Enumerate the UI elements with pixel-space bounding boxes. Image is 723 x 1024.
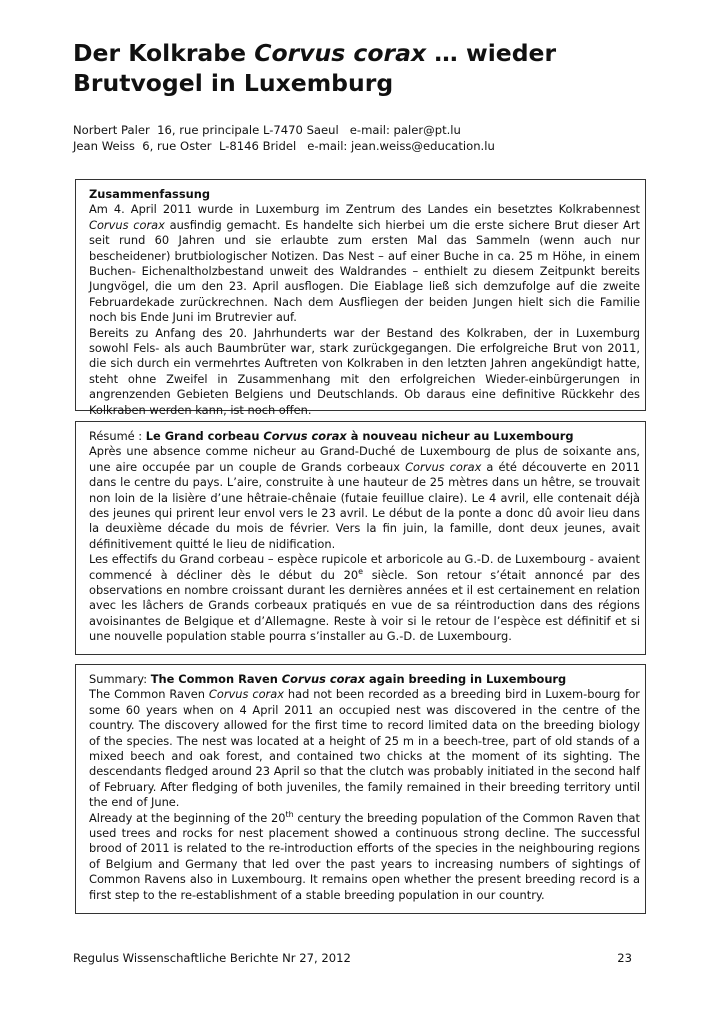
- author-line-weiss: Jean Weiss 6, rue Oster L-8146 Bridel e-mail: jean.weiss@education.lu: [73, 139, 495, 153]
- abstract-german: [75, 179, 646, 417]
- abstract-en-paragraph-1: The Common Raven Corvus corax had not been recorded as a breeding bird in Luxem-bourg for some 60 years when on 4 April 2011 an occupied nest was discovered in the centre of the country. The discovery allowed for the first time to record limited data on the breeding biology of the species. The nest was located at a height of 25 m in a beech-tree, part of old stands of a mixed beech and oak forest, and contained two chicks at the moment of its sighting. The descendants fledged around 23 April so that the clutch was probably initiated in the second half of February. After fledging of both juveniles, the family remained in their breeding territory until the end of June.: [89, 687, 640, 810]
- abstract-de-paragraph-1: Am 4. April 2011 wurde in Luxemburg im Zentrum des Landes ein besetztes Kolkrabennest Corvus corax ausfindig gemacht. Es handelte sich hierbei um die erste sichere Brut dieser Art seit rund 60 Jahren und sie erlaubte zum ersten Mal das Sammeln (wenn auch nur bescheidener) brutbiologischer Notizen. Das Nest – auf einer Buche in ca. 25 m Höhe, in einem Buchen- Eichenaltholzbestand unweit des Waldrandes – enthielt zu diesem Zeitpunkt bereits Jungvögel, die um den 23. April ausflogen. Die Eiablage ließ sich demzufolge auf die zweite Februardekade zurückrechnen. Nach dem Ausfliegen der beiden Jungen hielt sich die Familie noch bis Ende Juni im Brutrevier auf.: [89, 202, 640, 325]
- page-number: 23: [617, 951, 632, 965]
- journal-citation: Regulus Wissenschaftliche Berichte Nr 27, 2012: [73, 951, 351, 965]
- title-species: Corvus corax: [254, 39, 427, 67]
- abstract-de-paragraph-2: Bereits zu Anfang des 20. Jahrhunderts war der Bestand des Kolkraben, der in Luxemburg sowohl Fels- als auch Baumbrüter war, stark zurückgegangen. Die erfolgreiche Brut von 2011, die sich durch ein vermehrtes Auftreten von Kolkraben in den letzten Jahren angekündigt hatte, steht ohne Zweifel in Zusammenhang mit den erfolgreichen Wieder-einbürgerungen in angrenzenden Gebieten Belgiens und Deutschlands. Ob daraus eine definitive Rückkehr des Kolkraben werden kann, ist noch offen.: [89, 325, 640, 417]
- abstract-en-paragraph-2: Already at the beginning of the 20th century the breeding population of the Common Raven that used trees and rocks for nest placement showed a continuous strong decline. The successful brood of 2011 is related to the re-introduction efforts of the species in the neighbouring regions of Belgium and Germany that led over the past years to increasing numbers of sightings of Common Ravens also in Luxembourg. It remains open whether the present breeding record is a first step to the re-establishment of a stable breeding population in our country.: [89, 809, 640, 902]
- abstract-fr-paragraph-2: Les effectifs du Grand corbeau – espèce rupicole et arboricole au G.-D. de Luxembourg - avaient commencé à décliner dès le début du 20e siècle. Son retour s’était annoncé par des observations en nombre croissant durant les dernières années et il est certainement en relation avec les lâchers de Grands corbeaux pratiqués en vue de sa réintroduction dans des régions avoisinantes de Belgique et d’Allemagne. Reste à voir si le retour de l’espèce est définitif et si une nouvelle population stable pourra s’installer au G.-D. de Luxembourg.: [89, 552, 640, 644]
- author-block: [73, 122, 495, 154]
- abstract-fr-paragraph-1: Après une absence comme nicheur au Grand-Duché de Luxembourg de plus de soixante ans, une aire occupée par un couple de Grands corbeaux Corvus corax a été découverte en 2011 dans le centre du pays. L’aire, construite à une hauteur de 25 mètres dans un hêtre, se trouvait non loin de la lisière d’une hêtraie-chênaie (futaie feuillue claire). Le 4 avril, elle contenait déjà des jeunes qui prirent leur envol vers le 23 avril. Le début de la ponte a donc dû avoir lieu dans la deuxième décade du mois de février. Vers la fin juin, la famille, dont deux jeunes, avait définitivement quitté le lieu de nidification.: [89, 444, 640, 551]
- title-text: Der Kolkrabe: [73, 39, 255, 67]
- page-title: [73, 38, 673, 98]
- abstract-heading-fr: Résumé : Le Grand corbeau Corvus corax à nouveau nicheur au Luxembourg: [89, 429, 574, 443]
- author-line-paler: Norbert Paler 16, rue principale L-7470 Saeul e-mail: paler@pt.lu: [73, 123, 461, 137]
- abstract-english: [75, 664, 646, 914]
- abstract-heading-de: Zusammenfassung: [89, 187, 210, 201]
- abstract-french: [75, 421, 646, 655]
- page-footer: [73, 951, 632, 965]
- title-text-end: … wieder Brutvogel in Luxemburg: [73, 39, 557, 97]
- abstract-heading-en: Summary: The Common Raven Corvus corax again breeding in Luxembourg: [89, 672, 567, 686]
